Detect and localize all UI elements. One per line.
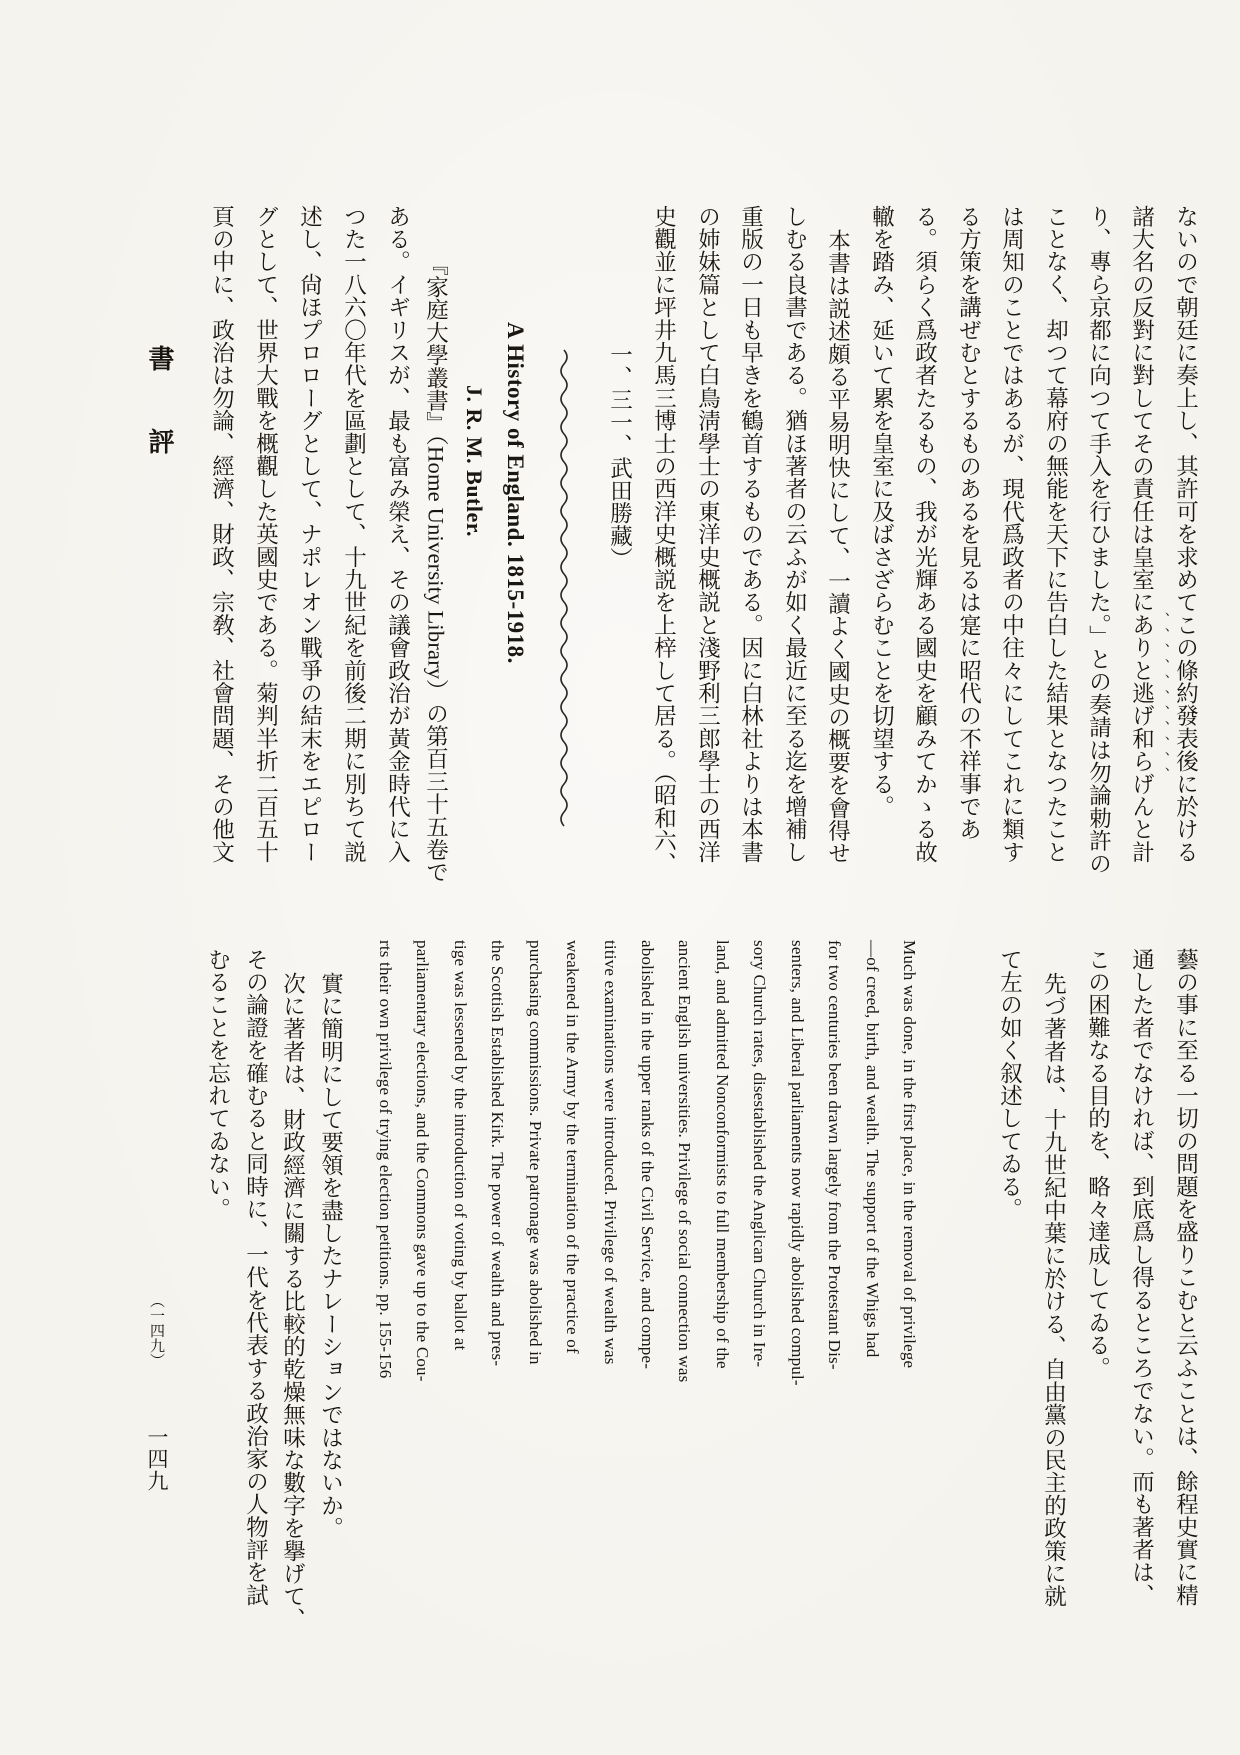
quote-line: rts their own privilege of trying election petitions. pp. 155-156 [376, 940, 395, 1379]
text-column: る。須らく爲政者たるもの、我が光輝ある國史を顧みてかゝる故 [912, 205, 938, 864]
quote-line: land, and admitted Nonconformists to full membership of the [713, 940, 732, 1369]
text-column: 本書は説述頗る平易明快にして、一讀よく國史の概要を會得せ [825, 229, 851, 865]
text-column: しむる良書である。猶ほ著者の云ふが如く最近に至る迄を增補し [782, 205, 808, 864]
quote-line: ancient English universities. Privilege of social connection was [675, 940, 694, 1383]
text-column: り、專ら京都に向つて手入を行ひました。」との奏請は勿論勅許の [1086, 205, 1112, 875]
text-column: 『家庭大學叢書』（Home University Library）の第百三十五卷で [423, 253, 449, 884]
text-column: 史觀並に坪井九馬三博士の西洋史概説を上梓して居る。（昭和六、 [651, 205, 677, 875]
quote-line: the Scottish Established Kirk. The power of wealth and pres- [488, 940, 507, 1367]
quote-line: abolished in the upper ranks of the Civil Service, and compe- [638, 940, 657, 1370]
text-column: むることを忘れてゐない。 [205, 948, 231, 1221]
text-column: ある。イギリスが、最も富み榮え、その議會政治が黃金時代に入 [385, 205, 411, 864]
text-column: ことなく、却つて幕府の無能を天下に告白した結果となつたこと [1043, 205, 1069, 864]
reviewer-signature: 一、三一、武田勝藏） [607, 343, 633, 570]
text-column: 通した者でなければ、到底爲し得るところでない。而も著者は、 [1129, 948, 1155, 1607]
text-column: つた一八六〇年代を區劃として、十九世紀を前後二期に別ちて説 [341, 205, 367, 864]
section-divider-squiggle [556, 348, 572, 830]
text-column: は周知のことではあるが、現代爲政者の中往々にしてこれに類す [999, 205, 1025, 864]
text-column: グとして、世界大戰を概觀した英國史である。菊判半折二百五十 [253, 205, 279, 864]
quote-line: tige was lessened by the introduction of voting by ballot at [451, 940, 470, 1351]
text-column: る方策を講ぜむとするものあるを見るは寔に昭代の不祥事であ [956, 205, 982, 841]
quote-line: weakened in the Army by the termination of the practice of [563, 940, 582, 1354]
quote-line: purchasing commissions. Private patronage was abolished in [526, 940, 545, 1365]
text-column: ないので朝廷に奏上し、其許可を求めてこの條約發表後に於ける [1173, 205, 1199, 864]
book-author: J. R. M. Butler. [462, 385, 487, 538]
emphasis-dots: 、、、、、、、、、、、 [1154, 612, 1169, 790]
text-column: 述し、尙ほプロローグとして、ナポレオン戰爭の結末をエピロー [297, 205, 323, 864]
text-column: 重版の一日も早きを鶴首するものである。因に白林社よりは本書 [738, 205, 764, 864]
text-column: 藝の事に至る一切の問題を盛りこむと云ふことは、餘程史實に精 [1173, 948, 1199, 1607]
page-number-inline: （一四九） [148, 1293, 164, 1368]
quote-line: —of creed, birth, and wealth. The support of the Whigs had [863, 940, 882, 1358]
text-column: 次に著者は、財政經濟に關する比較的乾燥無味な數字を擧げて、 [280, 972, 306, 1631]
text-column: 頁の中に、政治は勿論、經濟、財政、宗敎、社會問題、その他文 [209, 205, 235, 864]
text-column: 實に簡明にして要領を盡したナレーションではないか。 [318, 972, 344, 1540]
text-column: 先づ著者は、十九世紀中葉に於ける、自由黨の民主的政策に就 [1041, 972, 1067, 1608]
text-column: 諸大名の反對に對してその責任は皇室にありと逃げ和らげんと計 [1129, 205, 1155, 864]
section-header: 書評 [145, 345, 174, 511]
quote-line: for two centuries been drawn largely from the Protestant Dis- [825, 940, 844, 1370]
quote-line: sory Church rates, disestablished the Anglican Church in Ire- [750, 940, 769, 1368]
text-column: て左の如く叙述してゐる。 [997, 948, 1023, 1221]
quote-line: parliamentary elections, and the Commons gave up to the Cou- [413, 940, 432, 1382]
text-column: その論證を確むると同時に、一代を代表する政治家の人物評を試 [243, 948, 269, 1607]
text-column: 轍を踏み、延いて累を皇室に及ばさざらむことを切望する。 [869, 205, 895, 818]
quote-line: senters, and Liberal parliaments now rapidly abolished compul- [788, 940, 807, 1386]
text-column: の姉妹篇として白鳥淸學士の東洋史概説と淺野利三郎學士の西洋 [695, 205, 721, 864]
page-number: 一四九 [145, 1426, 169, 1492]
book-title: A History of England. 1815-1918. [503, 322, 528, 664]
text-column: この困難なる目的を、略々達成してゐる。 [1085, 948, 1111, 1380]
quote-line: Much was done, in the first place, in the removal of privilege [900, 940, 919, 1369]
quote-line: titive examinations were introduced. Privilege of wealth was [601, 940, 620, 1365]
